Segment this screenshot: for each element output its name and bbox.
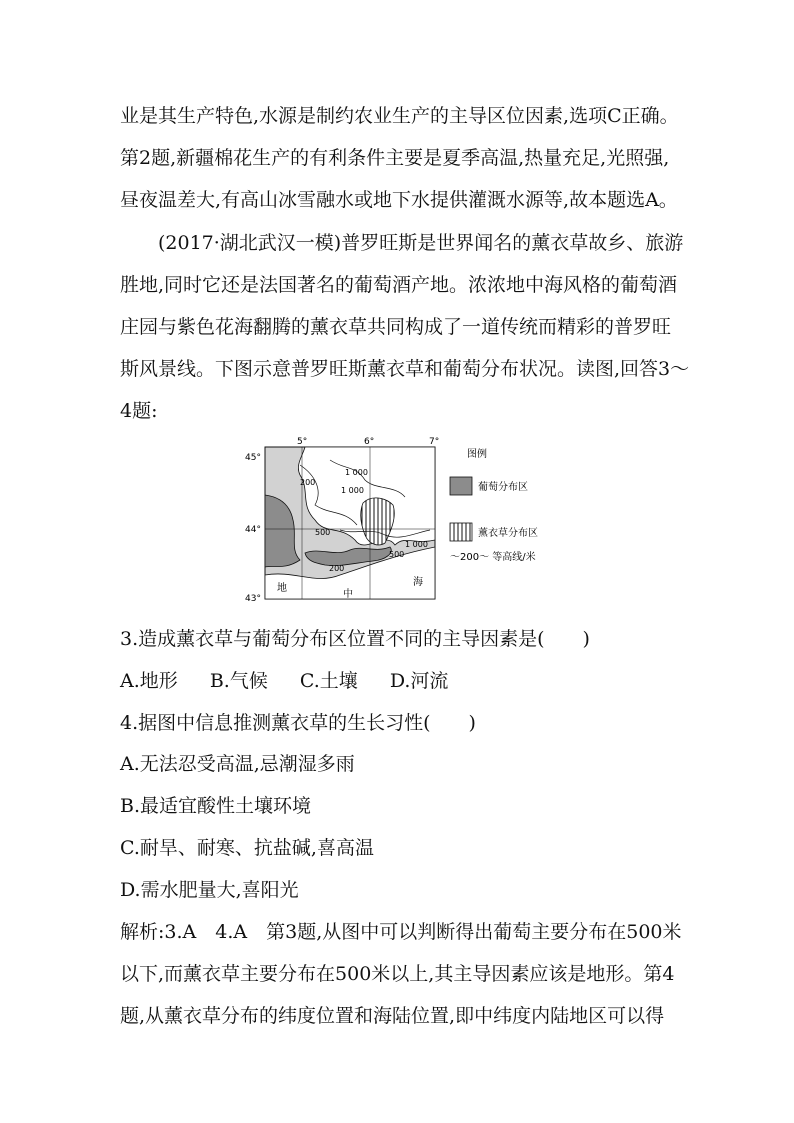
legend-title: 图例 [467,449,487,460]
lat-label: 43° [245,594,261,604]
q3-option-b[interactable]: B.气候 [209,670,268,692]
legend-lavender-label: 薰衣草分布区 [478,528,538,539]
lon-label: 5° [297,437,308,447]
sea-label: 地 [277,583,287,594]
lon-label: 6° [364,437,375,447]
q4-option-d[interactable]: D.需水肥量大,喜阳光 [120,879,299,901]
sea-label: 海 [413,577,423,588]
paragraph-line: 第2题,新疆棉花生产的有利条件主要是夏季高温,热量充足,光照强, [120,147,670,169]
q3-option-c[interactable]: C.土壤 [299,670,358,692]
question-3-stem: 3.造成薰衣草与葡萄分布区位置不同的主导因素是( ) [120,628,590,650]
contour-label: 200 [300,478,316,487]
lat-label: 44° [245,525,261,535]
contour-label: 1 000 [341,486,364,495]
paragraph-line: 斯风景线。下图示意普罗旺斯薰衣草和葡萄分布状况。读图,回答3～ [120,358,690,380]
q4-option-a[interactable]: A.无法忍受高温,忌潮湿多雨 [120,753,355,775]
q4-option-c[interactable]: C.耐旱、耐寒、抗盐碱,喜高温 [120,837,374,859]
contour-label: 200 [329,564,345,573]
paragraph-line: (2017·湖北武汉一模)普罗旺斯是世界闻名的薰衣草故乡、旅游 [158,232,684,254]
question-3-options [120,669,474,693]
legend-grape-swatch [450,477,472,495]
sea-label: 中 [343,589,353,600]
q4-option-b[interactable]: B.最适宜酸性土壤环境 [120,795,312,817]
paragraph-line: 庄园与紫色花海翻腾的薰衣草共同构成了一道传统而精彩的普罗旺 [120,316,672,338]
paragraph-line: 4题: [120,400,158,422]
contour-label: 1 000 [345,468,368,477]
analysis-line: 以下,而薰衣草主要分布在500米以上,其主导因素应该是地形。第4 [120,963,675,985]
paragraph-line: 昼夜温差大,有高山冰雪融水或地下水提供灌溉水源等,故本题选A。 [120,189,678,211]
legend-lavender-swatch [450,523,472,541]
question-4-stem: 4.据图中信息推测薰衣草的生长习性( ) [120,712,476,734]
paragraph-line: 胜地,同时它还是法国著名的葡萄酒产地。浓浓地中海风格的葡萄酒 [120,274,678,296]
q3-option-a[interactable]: A.地形 [120,670,178,692]
analysis-line: 解析:3.A 4.A 第3题,从图中可以判断得出葡萄主要分布在500米 [120,921,682,943]
analysis-line: 题,从薰衣草分布的纬度位置和海陆位置,即中纬度内陆地区可以得 [120,1005,665,1027]
provence-map-figure [245,435,565,607]
legend-grape-label: 葡萄分布区 [478,482,528,493]
lon-label: 7° [429,437,440,447]
paragraph-line: 业是其生产特色,水源是制约农业生产的主导区位因素,选项C正确。 [120,105,679,127]
q3-option-d[interactable]: D.河流 [389,670,449,692]
legend-contour-label: ～200～ 等高线/米 [450,552,536,563]
contour-label: 500 [389,550,405,559]
map-svg [245,435,565,607]
lat-label: 45° [245,453,261,463]
contour-label: 500 [315,528,331,537]
contour-label: 1 000 [405,540,428,549]
